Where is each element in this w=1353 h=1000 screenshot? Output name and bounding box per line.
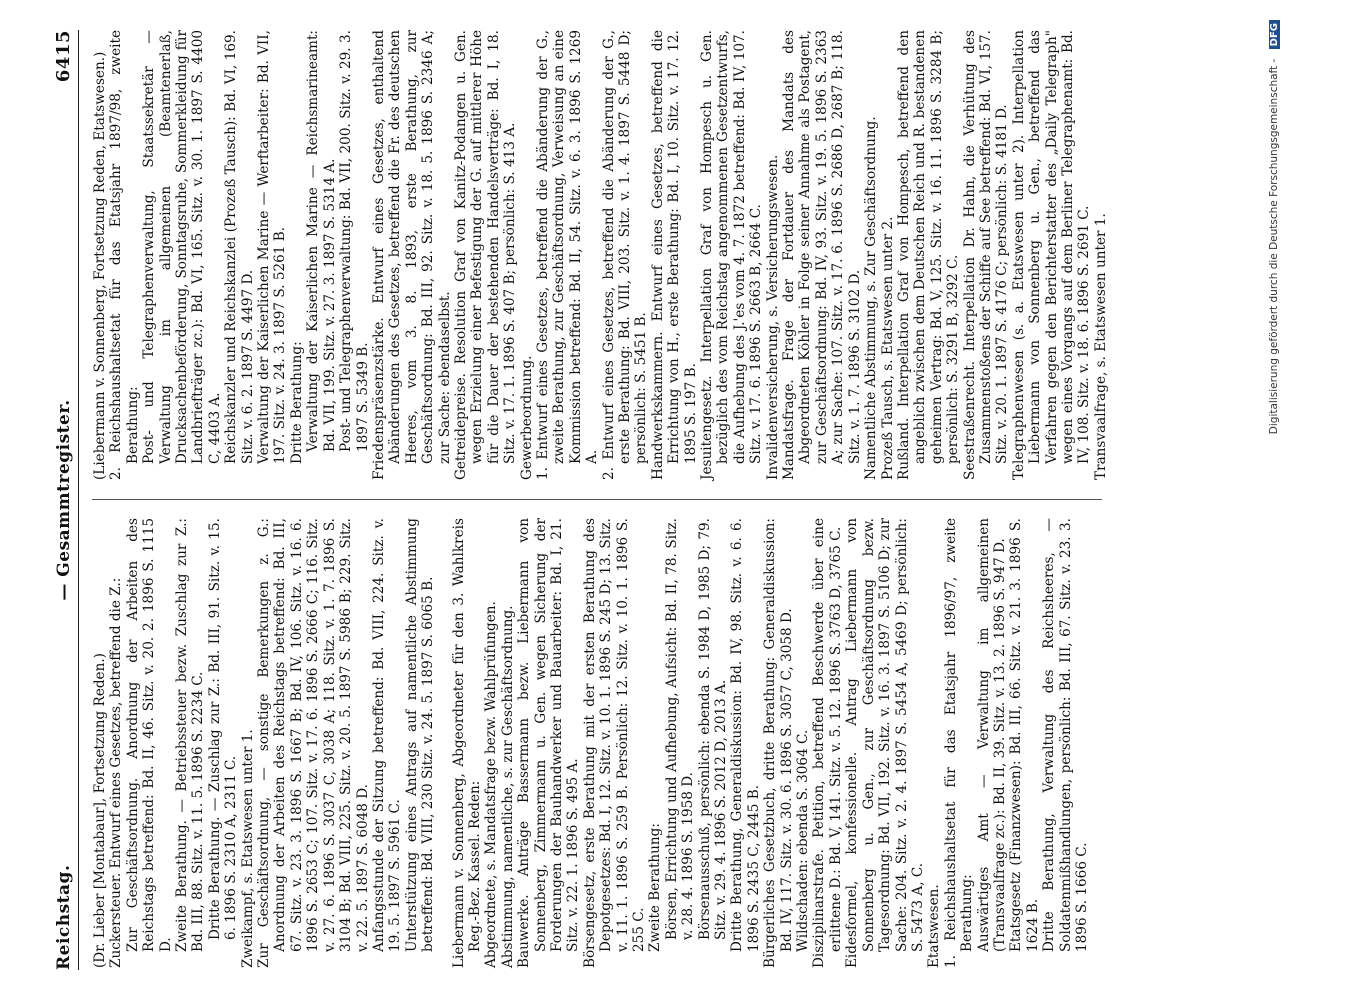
register-entry: 2. Entwurf eines Gesetzes, betreffend die Abänderung der G., erste Berathung: Bd. VIII, 203. Sitz. v. 1. 4. 1897 S. 5448 D; persönlich: S. 5451 B. — [600, 30, 650, 480]
register-entry: Bürgerliches Gesetzbuch, dritte Berathung: Generaldiskussion: Bd. IV, 117. Sitz. v. 30. 6. 1896 S. 3057 C, 3058 D. — [762, 518, 795, 968]
dfg-logo: DFG — [1269, 20, 1280, 49]
page-header — [52, 30, 79, 970]
register-entry: Prozeß Tausch, s. Etatswesen unter 2. — [879, 216, 896, 480]
register-entry: (Liebermann v. Sonnenberg, Fortsetzung Reden, Etatswesen.) — [92, 51, 108, 480]
register-entry: Invalidenversicherung, s. Versicherungswesen. — [764, 154, 781, 480]
register-entry: Zweikampf, s. Etatswesen unter 1. — [239, 729, 256, 968]
register-entry: Friedenspräsenzstärke. Entwurf eines Gesetzes, enthaltend Abänderungen des Gesetzes, betreffend die Fr. des deutschen Heeres, vom 3. 8. 1893, erste Berathung, zur Geschäftsordnung: Bd. III, 92. Sitz. v. 18. 5. 1896 S. 2346 A; zur Sache: ebendaselbst. — [370, 30, 453, 480]
register-entry: Wildschaden: ebenda S. 3064 C. — [795, 729, 812, 952]
register-entry: Seestraßenrecht. Interpellation Dr. Hahn, die Verhütung des Zusammenstoßens der Schiffe auf See betreffend: Bd. VI, 157. Sitz. v. 20. 1. 1897 S. 4176 C; persönlich: S. 4181 D. — [961, 30, 1011, 480]
register-entry: 1. Entwurf eines Gesetzes, betreffend die Abänderung der G., zweite Berathung, zur Geschäftsordnung, Verweisung an eine Kommission betreffend: Bd. II, 54. Sitz. v. 6. 3. 1896 S. 1269 A. — [534, 30, 601, 480]
register-entry: Unterstützung eines Antrags auf namentliche Abstimmung betreffend: Bd. VIII, 230 Sitz. v. 24. 5. 1897 S. 6065 B. — [403, 518, 437, 952]
register-entry: (Dr. Lieber [Montabaur], Fortsetzung Reden.) — [92, 653, 108, 968]
page-number: 6415 — [53, 30, 74, 83]
register-entry: Verwaltung der Kaiserlichen Marine — Reichsmarineamt: Bd. VII, 199. Sitz. v. 27. 3. 1897 S. 5314 A. — [305, 30, 338, 452]
register-entry: Börsenausschuß, persönlich: ebenda S. 1984 D, 1985 D; 79. Sitz. v. 29. 4. 1896 S. 2012 D, 2013 A. — [696, 518, 730, 940]
register-entry: Getreidepreise. Resolution Graf von Kanitz-Podangen u. Gen. wegen Erzielung einer Befestigung der G. auf mittlerer Höhe für die Dauer der bestehenden Handelsverträge: Bd. I, 18. Sitz. v. 17. 1. 1896 S. 407 B; persönlich: S. 413 A. — [452, 30, 519, 480]
header-register-title: — Gesammtregister. — [54, 399, 74, 601]
register-entry: Post- und Telegraphenverwaltung: Bd. VII, 200. Sitz. v. 29. 3. 1897 S. 5349 B. — [338, 30, 371, 452]
column-divider — [92, 499, 1102, 500]
register-entry: Zweite Berathung. — Betriebssteuer bezw. Zuschlag zur Z.: Bd. III, 88. Sitz. v. 11. 5. 1896 S. 2234 C. — [174, 518, 207, 952]
register-entry: Post- und Telegraphenverwaltung, Staatssekretär — Verwaltung im allgemeinen (Beamtenerlaß, Drucksachenbeförderung, Sonntagsruhe, Sommerkleidung für Landbriefträger zc.): Bd. VI, 165. Sitz. v. 30. 1. 1897 S. 4400 C, 4403 A. — [141, 30, 223, 464]
register-entry: Liebermann v. Sonnenberg, Abgeordneter für den 3. Wahlkreis Reg.-Bez. Kassel. Reden: — [450, 518, 483, 968]
register-entry: Dritte Berathung: — [288, 341, 305, 464]
digitization-credit — [1268, 20, 1288, 980]
register-entry: Dritte Berathung, Generaldiskussion: Bd. IV, 98. Sitz. v. 6. 6. 1896 S. 2435 C, 2445 B. — [729, 518, 762, 952]
register-entry: Anfangsstunde der Sitzung betreffend: Bd. VIII, 224. Sitz. v. 19. 5. 1897 S. 5961 C. — [370, 518, 404, 952]
register-entry: Namentliche Abstimmung, s. Zur Geschäftsordnung. — [863, 116, 880, 480]
register-entry: Bauwerke. Anträge Bassermann bezw. Liebermann von Sonnenberg, Zimmermann u. Gen. wegen Sicherung der Forderungen der Bauhandwerker und Bauarbeiter: Bd. I, 21. Sitz. v. 22. 1. 1896 S. 495 A. — [516, 518, 582, 968]
register-entry: Etatswesen. — [926, 884, 943, 968]
register-entry: Mandatsfrage. Frage der Fortdauer des Mandats des Abgeordneten Köhler in Folge seiner Annahme als Postagent, zur Geschäftsordnung: Bd. IV, 93. Sitz. v. 19. 5. 1896 S. 2363 A; zur Sache: 107. Sitz. v. 17. 6. 1896 S. 2686 D, 2687 B; 118. Sitz. v. 1. 7. 1896 S. 3102 D. — [781, 30, 863, 480]
register-entry: Abstimmung, namentliche, s. zur Geschäftsordnung. — [499, 605, 516, 968]
register-entry: Zweite Berathung: — [647, 823, 664, 952]
register-entry: Etatsgesetz (Finanzwesen): Bd. III, 66. Sitz. v. 21. 3. 1896 S. 1624 B. — [1008, 518, 1041, 952]
register-entry: Handwerkskammern. Entwurf eines Gesetzes, betreffend die Errichtung von H., erste Berathung: Bd. I, 10. Sitz. v. 17. 12. 1895 S. 197 B. — [649, 30, 699, 480]
register-entry: Abgeordnete, s. Mandatsfrage bezw. Wahlprüfungen. — [483, 601, 500, 968]
left-column — [92, 518, 1090, 968]
register-entry: Auswärtiges Amt — Verwaltung im allgemeinen (Transvaalfrage zc.): Bd. II, 39. Sitz. v. 13. 2. 1896 S. 947 D. — [975, 518, 1008, 952]
register-entry: Zur Geschäftsordnung, — sonstige Bemerkungen z. G.: Anordnung der Arbeiten des Reichstags betreffend: Bd. III, 67. Sitz. v. 23. 3. 1896 S. 1667 B; Bd. IV, 106. Sitz. v. 16. 6. 1896 S. 2653 C; 107. Sitz. v. 17. 6. 1896 S. 2666 C; 116. Sitz. v. 27. 6. 1896 S. 3037 C, 3038 A; 118. Sitz. v. 1. 7. 1896 S. 3104 B; Bd. VIII, 225. Sitz. v. 20. 5. 1897 S. 5986 B; 229. Sitz. v. 22. 5. 1897 S. 6048 D. — [256, 518, 371, 968]
register-entry: Telegraphenwesen (s. a. Etatswesen unter 2). Interpellation Liebermann von Sonnenberg u. Gen., betreffend das Verfahren gegen den Berichterstatter des „Daily Telegraph" wegen eines Vorgangs auf dem Berliner Telegraphenamt: Bd. IV, 108. Sitz. v. 18. 6. 1896 S. 2691 C. — [1010, 30, 1093, 480]
register-entry: Zur Geschäftsordnung. Anordnung der Arbeiten des Reichstags betreffend: Bd. II, 46. Sitz. v. 20. 2. 1896 S. 1115 D. — [124, 518, 174, 952]
register-entry: Börsen, Errichtung und Aufhebung, Aufsicht: Bd. II, 78. Sitz. v. 28. 4. 1896 S. 1958 D. — [663, 518, 697, 940]
register-entry: 2. Reichshaushaltsetat für das Etatsjahr 1897/98, zweite Berathung: — [108, 30, 141, 480]
register-entry: 1. Reichshaushaltsetat für das Etatsjahr 1896/97, zweite Berathung: — [942, 518, 976, 968]
register-entry: Rußland. Interpellation Graf von Hompesch, betreffend den angeblich zwischen dem Deutschen Reich und R. bestandenen geheimen Vertrag: Bd. V, 125. Sitz. v. 16. 11. 1896 S. 3284 B; persönlich: S. 3291 B, 3292 C. — [895, 30, 962, 480]
register-entry: Dritte Berathung, Verwaltung des Reichsheeres, — Soldatenmißhandlungen, persönlich: Bd. III, 67. Sitz. v. 23. 3. 1896 S. 1666 C. — [1041, 518, 1090, 952]
right-column — [92, 30, 1109, 480]
register-entry: Disziplinarstrafe. Petition, betreffend Beschwerde über eine erlittene D.: Bd. V, 141. Sitz. v. 5. 12. 1896 S. 3763 D, 3765 C. — [811, 518, 844, 968]
register-entry: Gewerbeordnung. — [518, 355, 535, 480]
header-section-title: Reichstag. — [54, 864, 74, 970]
register-entry: Transvaalfrage, s. Etatswesen unter 1. — [1092, 213, 1109, 480]
credit-text: Digitalisierung gefördert durch die Deutsche Forschungsgemeinschaft - — [1268, 58, 1280, 435]
register-entry: Zuckersteuer. Entwurf eines Gesetzes, betreffend die Z.: — [108, 577, 125, 968]
register-entry: Verwaltung der Kaiserlichen Marine — Werftarbeiter: Bd. VII, 197. Sitz. v. 24. 3. 1897 S. 5261 B. — [256, 30, 289, 464]
register-entry: Dritte Berathung. — Zuschlag zur Z.: Bd. III, 91. Sitz. v. 15. 6. 1896 S. 2310 A, 2311 C. — [206, 518, 240, 940]
register-entry: Reichskanzler und Reichskanzlei (Prozeß Tausch): Bd. VI, 169. Sitz. v. 6. 2. 1897 S. 4497 D. — [223, 30, 256, 464]
register-entry: Eidesformel, konfessionelle. Antrag Liebermann von Sonnenberg u. Gen., zur Geschäftsordnung bezw. Tagesordnung: Bd. VII, 192. Sitz. v. 16. 3. 1897 S. 5106 D; zur Sache: 204. Sitz. v. 2. 4. 1897 S. 5454 A, 5469 D; persönlich: S. 5473 A, C. — [844, 518, 926, 968]
register-entry: Jesuitengesetz. Interpellation Graf von Hompesch u. Gen. bezüglich des vom Reichstag angenommenen Gesetzentwurfs, die Aufhebung des J.'es vom 4. 7. 1872 betreffend: Bd. IV, 107. Sitz. v. 17. 6. 1896 S. 2663 B, 2664 C. — [699, 30, 765, 480]
entry-gap — [437, 518, 451, 968]
register-entry: Börsengesetz, erste Berathung mit der ersten Berathung des Depotgesetzes: Bd. I, 12. Sitz. v. 10. 1. 1896 S. 245 D; 13. Sitz. v. 11. 1. 1896 S. 259 B. Persönlich: 12. Sitz. v. 10. 1. 1896 S. 255 C. — [581, 518, 647, 968]
